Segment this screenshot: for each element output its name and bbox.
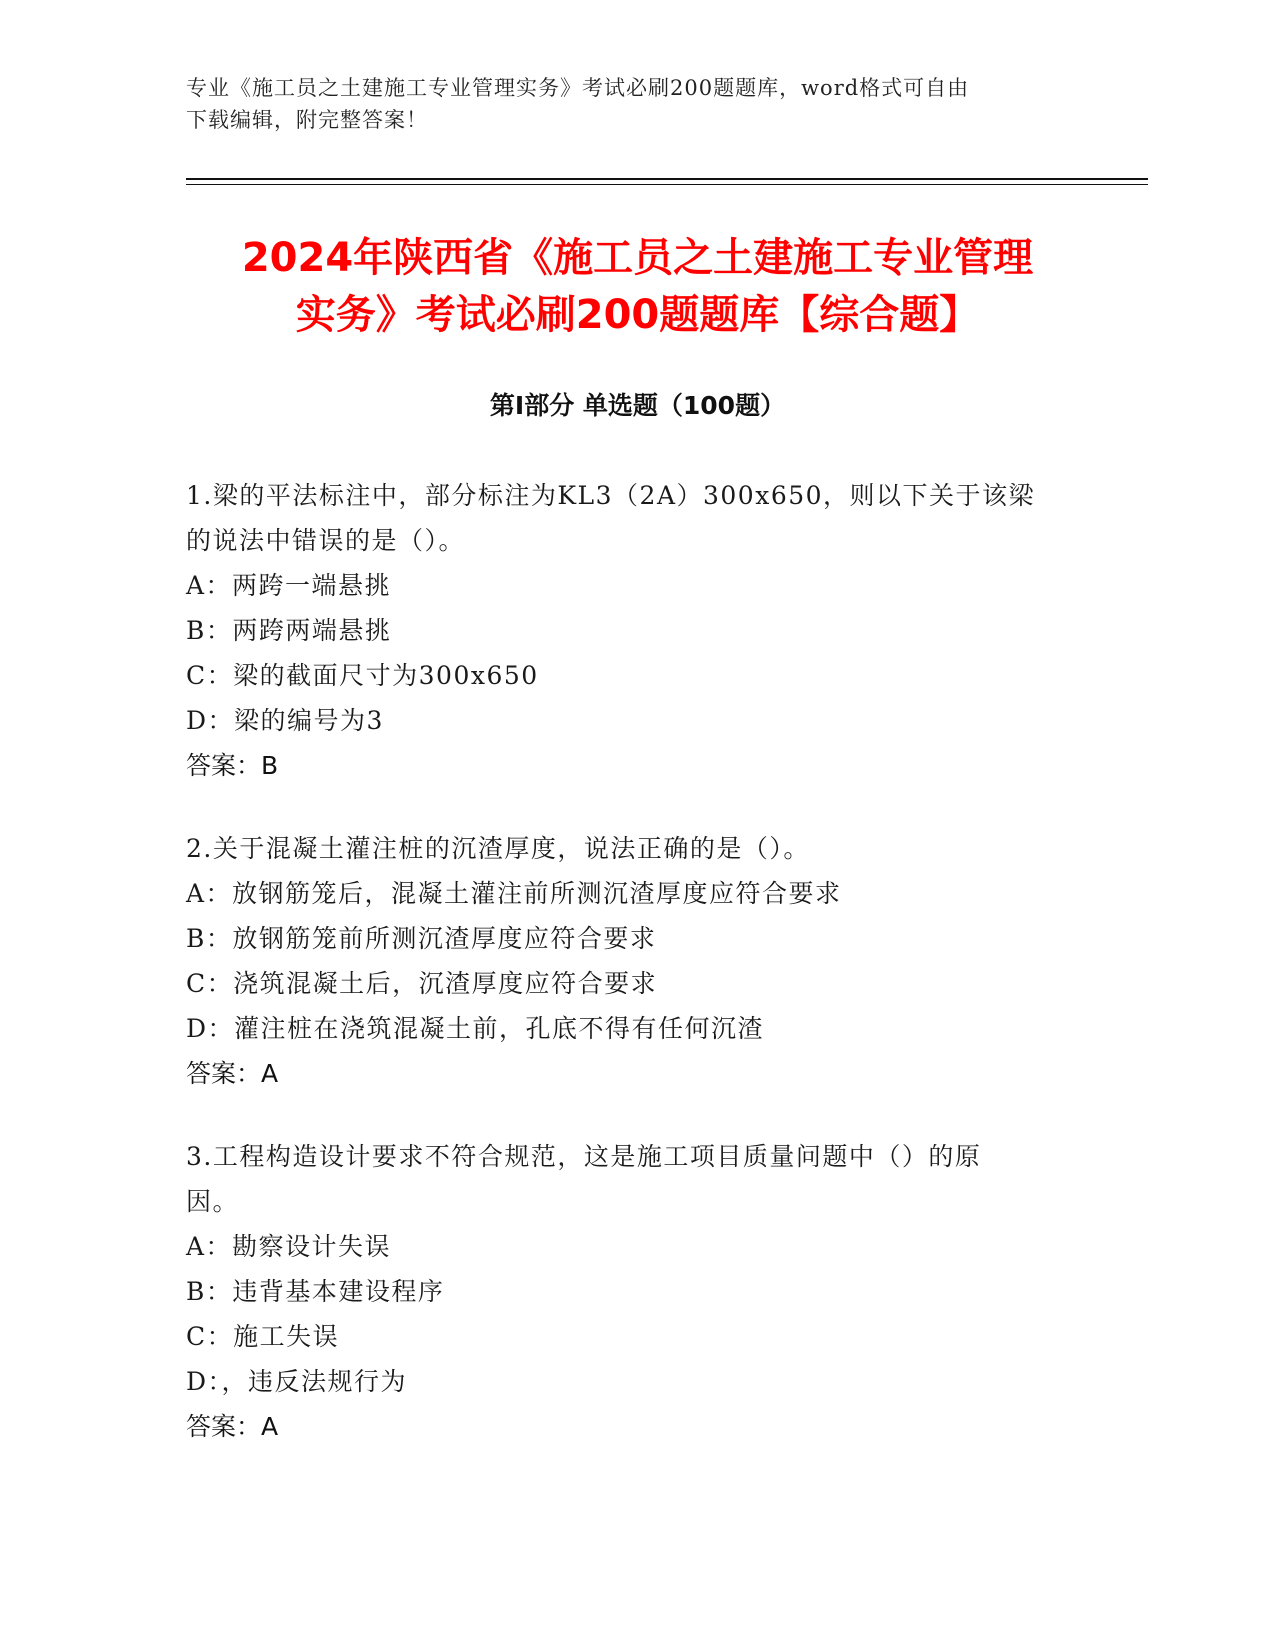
header-note-line: 专业《施工员之土建施工专业管理实务》考试必刷200题题库，word格式可自由 bbox=[186, 76, 970, 100]
question-text-line: 的说法中错误的是（）。 bbox=[186, 526, 466, 555]
question-item bbox=[186, 1134, 1066, 1449]
option-b: B：违背基本建设程序 bbox=[186, 1277, 445, 1306]
option-d: D：灌注桩在浇筑混凝土前，孔底不得有任何沉渣 bbox=[186, 1014, 765, 1043]
section-title: 第Ⅰ部分 单选题（100题） bbox=[489, 391, 786, 420]
answer: 答案：B bbox=[186, 751, 279, 780]
option-d: D：，违反法规行为 bbox=[186, 1367, 408, 1396]
question-text-line: 因。 bbox=[186, 1187, 240, 1216]
header-note-line: 下载编辑，附完整答案！ bbox=[186, 108, 428, 132]
question-list bbox=[186, 473, 1066, 1487]
question-item bbox=[186, 473, 1066, 788]
answer: 答案：A bbox=[186, 1059, 279, 1088]
header-divider-thin bbox=[186, 184, 1148, 185]
option-c: C：梁的截面尺寸为300x650 bbox=[186, 661, 539, 690]
answer: 答案：A bbox=[186, 1412, 279, 1441]
option-b: B：放钢筋笼前所测沉渣厚度应符合要求 bbox=[186, 924, 657, 953]
option-c: C：施工失误 bbox=[186, 1322, 340, 1351]
question-text bbox=[186, 826, 1066, 871]
question-item bbox=[186, 826, 1066, 1096]
option-d: D：梁的编号为3 bbox=[186, 706, 384, 735]
question-text-line: 3.工程构造设计要求不符合规范，这是施工项目质量问题中（）的原 bbox=[186, 1142, 982, 1171]
option-a: A：勘察设计失误 bbox=[186, 1232, 392, 1261]
title-line: 实务》考试必刷200题题库【综合题】 bbox=[295, 292, 980, 338]
question-text-line: 1.梁的平法标注中，部分标注为KL3（2A）300x650，则以下关于该梁 bbox=[186, 481, 1036, 510]
question-text-line: 2.关于混凝土灌注桩的沉渣厚度，说法正确的是（）。 bbox=[186, 834, 810, 863]
question-text bbox=[186, 1134, 1066, 1224]
document-title bbox=[140, 230, 1135, 344]
option-a: A：两跨一端悬挑 bbox=[186, 571, 392, 600]
question-text bbox=[186, 473, 1066, 563]
option-c: C：浇筑混凝土后，沉渣厚度应符合要求 bbox=[186, 969, 658, 998]
option-b: B：两跨两端悬挑 bbox=[186, 616, 392, 645]
header-note bbox=[186, 72, 1066, 136]
title-line: 2024年陕西省《施工员之土建施工专业管理 bbox=[241, 235, 1034, 281]
option-a: A：放钢筋笼后，混凝土灌注前所测沉渣厚度应符合要求 bbox=[186, 879, 842, 908]
header-divider-thick bbox=[186, 178, 1148, 180]
